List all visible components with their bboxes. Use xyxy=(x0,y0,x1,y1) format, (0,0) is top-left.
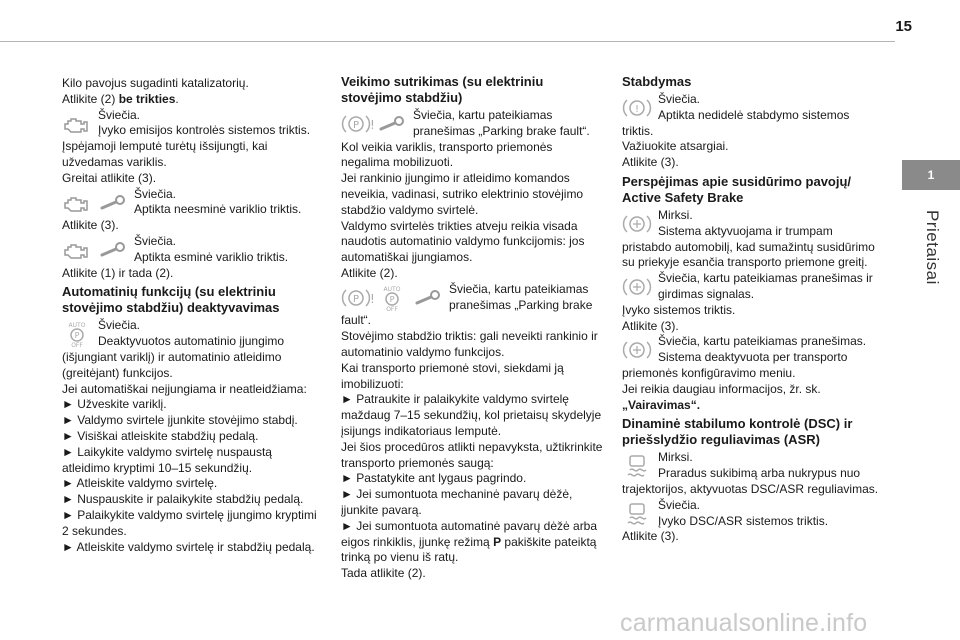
paragraph: trajektorijos, aktyvuotas DSC/ASR reguliavimas. xyxy=(622,481,879,496)
svg-text:P: P xyxy=(352,120,360,131)
paragraph: „Vairavimas“. xyxy=(622,397,701,412)
svg-text:!: ! xyxy=(634,104,640,115)
indicator-status: Šviečia, kartu pateikiamas pranešimas „Parking brake xyxy=(449,281,593,312)
indicator-status: Šviečia. xyxy=(134,233,177,248)
paragraph: Kai transporto priemonė stovi, siekdami ją imobilizuoti: xyxy=(341,360,564,391)
section-heading: Veikimo sutrikimas (su elektriniu stovėjimo stabdžiu) xyxy=(341,74,544,105)
wrench-icon xyxy=(98,237,128,263)
indicator-status: Šviečia, kartu pateikiamas pranešimas. xyxy=(658,334,867,349)
paragraph: (išjungiant variklį) ir automatinio atleidimo (greitėjant) funkcijos. xyxy=(62,349,282,380)
auto-off-icon xyxy=(377,285,407,311)
paragraph: Jei šios procedūros atlikti nepavyksta, užtikrinkite transporto priemonės saugą: xyxy=(341,439,603,470)
indicator-status: Šviečia. xyxy=(98,318,141,333)
page-number: 15 xyxy=(895,18,912,35)
indicator-row xyxy=(341,282,603,314)
paragraph: triktis. xyxy=(622,123,654,138)
paragraph: Važiuokite atsargiai. xyxy=(622,139,729,154)
bullet-item: ► Palaikykite valdymo svirtelę įjungimo kryptimi 2 sekundes. xyxy=(62,507,317,538)
indicator-desc: Aptikta esminė variklio triktis. xyxy=(134,249,289,264)
column-1 xyxy=(62,76,322,555)
top-divider xyxy=(0,41,895,42)
indicator-desc: Aptikta nedidelė stabdymo sistemos xyxy=(658,107,850,122)
indicator-row xyxy=(62,234,322,266)
indicator-status: Mirksi. xyxy=(658,450,693,465)
indicator-desc: Sistema aktyvuojama ir trumpam xyxy=(658,223,833,238)
indicator-status: Šviečia. xyxy=(134,186,177,201)
parking-brake-warning-icon xyxy=(341,111,375,137)
svg-text:AUTO: AUTO xyxy=(68,322,86,330)
indicator-row xyxy=(622,334,884,366)
indicator-row xyxy=(622,271,884,303)
parking-brake-warning-icon xyxy=(341,285,375,311)
watermark: carmanualsonline.info xyxy=(620,609,868,637)
engine-warning-icon xyxy=(62,190,92,216)
column-3 xyxy=(622,76,884,545)
paragraph: Jei reikia daugiau informacijos, žr. sk. xyxy=(622,381,821,396)
bullet-item: ► Jei sumontuota automatinė pavarų dėžė arba eigos rinkiklis, įjunkę režimą P pakiškite pateiktą trinką po vienu iš ratų. xyxy=(341,518,598,565)
bullet-item: ► Valdymo svirtele įjunkite stovėjimo stabdį. xyxy=(62,413,298,428)
svg-text:P: P xyxy=(352,293,360,305)
paragraph: Jei automatiškai neįjungiama ir neatleidžiama: xyxy=(62,381,307,396)
svg-text:OFF: OFF xyxy=(386,305,398,313)
engine-warning-icon xyxy=(62,237,92,263)
auto-off-icon xyxy=(62,321,92,350)
indicator-status: Šviečia. xyxy=(658,497,701,512)
indicator-status: Šviečia, kartu pateikiamas pranešimas „Parking brake fault“. xyxy=(413,108,590,138)
svg-text:P: P xyxy=(389,294,395,304)
indicator-desc: Sistema deaktyvuota per transporto xyxy=(658,350,848,365)
paragraph: Kilo pavojus sugadinti katalizatorių. xyxy=(62,76,249,90)
indicator-desc: Praradus sukibimą arba nukrypus nuo xyxy=(658,466,861,481)
indicator-status: Šviečia, kartu pateikiamas pranešimas ir girdimas signalas. xyxy=(658,271,873,301)
brake-icon xyxy=(622,95,652,121)
indicator-row xyxy=(622,208,884,240)
section-heading: Perspėjimas apie susidūrimo pavojų/ Active Safety Brake xyxy=(622,173,852,205)
paragraph: Kol veikia variklis, transporto priemonės negalima mobilizuoti. xyxy=(341,139,553,170)
collision-warning-icon xyxy=(622,211,652,237)
paragraph: Jei rankinio įjungimo ir atleidimo komandos neveikia, vadinasi, sutriko elektrinio stovėjimo stabdžio valdymo svirtelė. xyxy=(341,171,584,217)
indicator-row xyxy=(622,450,884,482)
paragraph: pristabdo automobilį, kad sumažintų susidūrimo su priekyje esančia transporto priemone greitį. xyxy=(622,239,875,270)
paragraph: Įvyko sistemos triktis. xyxy=(622,302,736,317)
paragraph: Atlikite (3). xyxy=(622,155,679,170)
paragraph: Greitai atlikite (3). xyxy=(62,170,157,185)
indicator-desc: Aptikta neesminė variklio triktis. xyxy=(134,202,302,217)
collision-warning-icon xyxy=(622,274,652,300)
bullet-item: ► Jei sumontuota mechaninė pavarų dėžė, įjunkite pavarą. xyxy=(341,487,573,517)
bullet-item: ► Pastatykite ant lygaus pagrindo. xyxy=(341,471,527,486)
paragraph: priemonės konfigūravimo meniu. xyxy=(622,365,796,380)
indicator-desc: Deaktyvuotos automatinio įjungimo xyxy=(98,334,285,349)
engine-warning-icon xyxy=(62,111,92,137)
indicator-row xyxy=(622,498,884,530)
paragraph: Atlikite (3). xyxy=(622,318,679,333)
chapter-tab: 1 xyxy=(902,160,960,190)
svg-text:!: ! xyxy=(370,291,375,306)
indicator-status: Šviečia. xyxy=(658,92,701,106)
indicator-desc: Įvyko emisijos kontrolės sistemos triktis. xyxy=(98,123,311,138)
indicator-row xyxy=(62,318,322,350)
indicator-status: Mirksi. xyxy=(658,207,693,222)
paragraph: fault“. xyxy=(341,313,372,328)
bullet-item: ► Atleiskite valdymo svirtelę ir stabdžių pedalą. xyxy=(62,539,315,554)
paragraph: Tada atlikite (2). xyxy=(341,566,426,581)
indicator-row xyxy=(341,108,603,140)
column-2 xyxy=(341,76,603,582)
bullet-item: ► Atleiskite valdymo svirtelę. xyxy=(62,476,218,491)
paragraph: Atlikite (2). xyxy=(341,265,398,280)
svg-text:P: P xyxy=(74,331,80,341)
svg-text:AUTO: AUTO xyxy=(383,285,401,293)
paragraph: Stovėjimo stabdžio triktis: gali neveikti rankinio ir automatinio valdymo funkcijos. xyxy=(341,329,598,359)
collision-warning-icon xyxy=(622,337,652,363)
bullet-item: ► Patraukite ir palaikykite valdymo svirtelę maždaug 7–15 sekundžių, kol prietaisų skydelyje įsijungs indikatoriaus lemputė. xyxy=(341,392,602,438)
wrench-icon xyxy=(377,111,407,137)
section-heading: Dinaminė stabilumo kontrolė (DSC) ir priešslydžio reguliavimas (ASR) xyxy=(622,416,853,448)
paragraph: Atlikite (1) ir tada (2). xyxy=(62,265,174,280)
indicator-row xyxy=(622,92,884,124)
section-heading: Stabdymas xyxy=(622,74,692,89)
indicator-row xyxy=(62,187,322,219)
dsc-skid-icon xyxy=(622,501,652,527)
indicator-status: Šviečia. xyxy=(98,107,141,122)
paragraph: Atlikite (3). xyxy=(622,529,679,544)
svg-text:OFF: OFF xyxy=(71,342,83,350)
paragraph: Atlikite (3). xyxy=(62,218,119,233)
wrench-icon xyxy=(98,190,128,216)
section-heading: Automatinių funkcijų (su elektriniu stovėjimo stabdžiu) deaktyvavimas xyxy=(62,284,280,316)
chapter-label: Prietaisai xyxy=(923,210,942,285)
bullet-item: ► Užveskite variklį. xyxy=(62,397,167,412)
paragraph: Valdymo svirtelės trikties atveju reikia visada naudotis automatinio valdymo funkcijomis: jos automatiškai įjungiamos. xyxy=(341,218,585,265)
indicator-desc: Įvyko DSC/ASR sistemos triktis. xyxy=(658,513,829,528)
svg-text:!: ! xyxy=(370,118,375,132)
bullet-item: ► Visiškai atleiskite stabdžių pedalą. xyxy=(62,428,259,443)
dsc-skid-icon xyxy=(622,453,652,479)
paragraph: Įspėjamoji lemputė turėtų išsijungti, kai užvedamas variklis. xyxy=(62,139,268,169)
bullet-item: ► Laikykite valdymo svirtelę nuspaustą atleidimo kryptimi 10–15 sekundžių. xyxy=(62,444,272,475)
indicator-row xyxy=(62,108,322,140)
wrench-icon xyxy=(413,285,443,311)
paragraph: Atlikite (2) be trikties. xyxy=(62,91,179,106)
bullet-item: ► Nuspauskite ir palaikykite stabdžių pedalą. xyxy=(62,492,304,507)
